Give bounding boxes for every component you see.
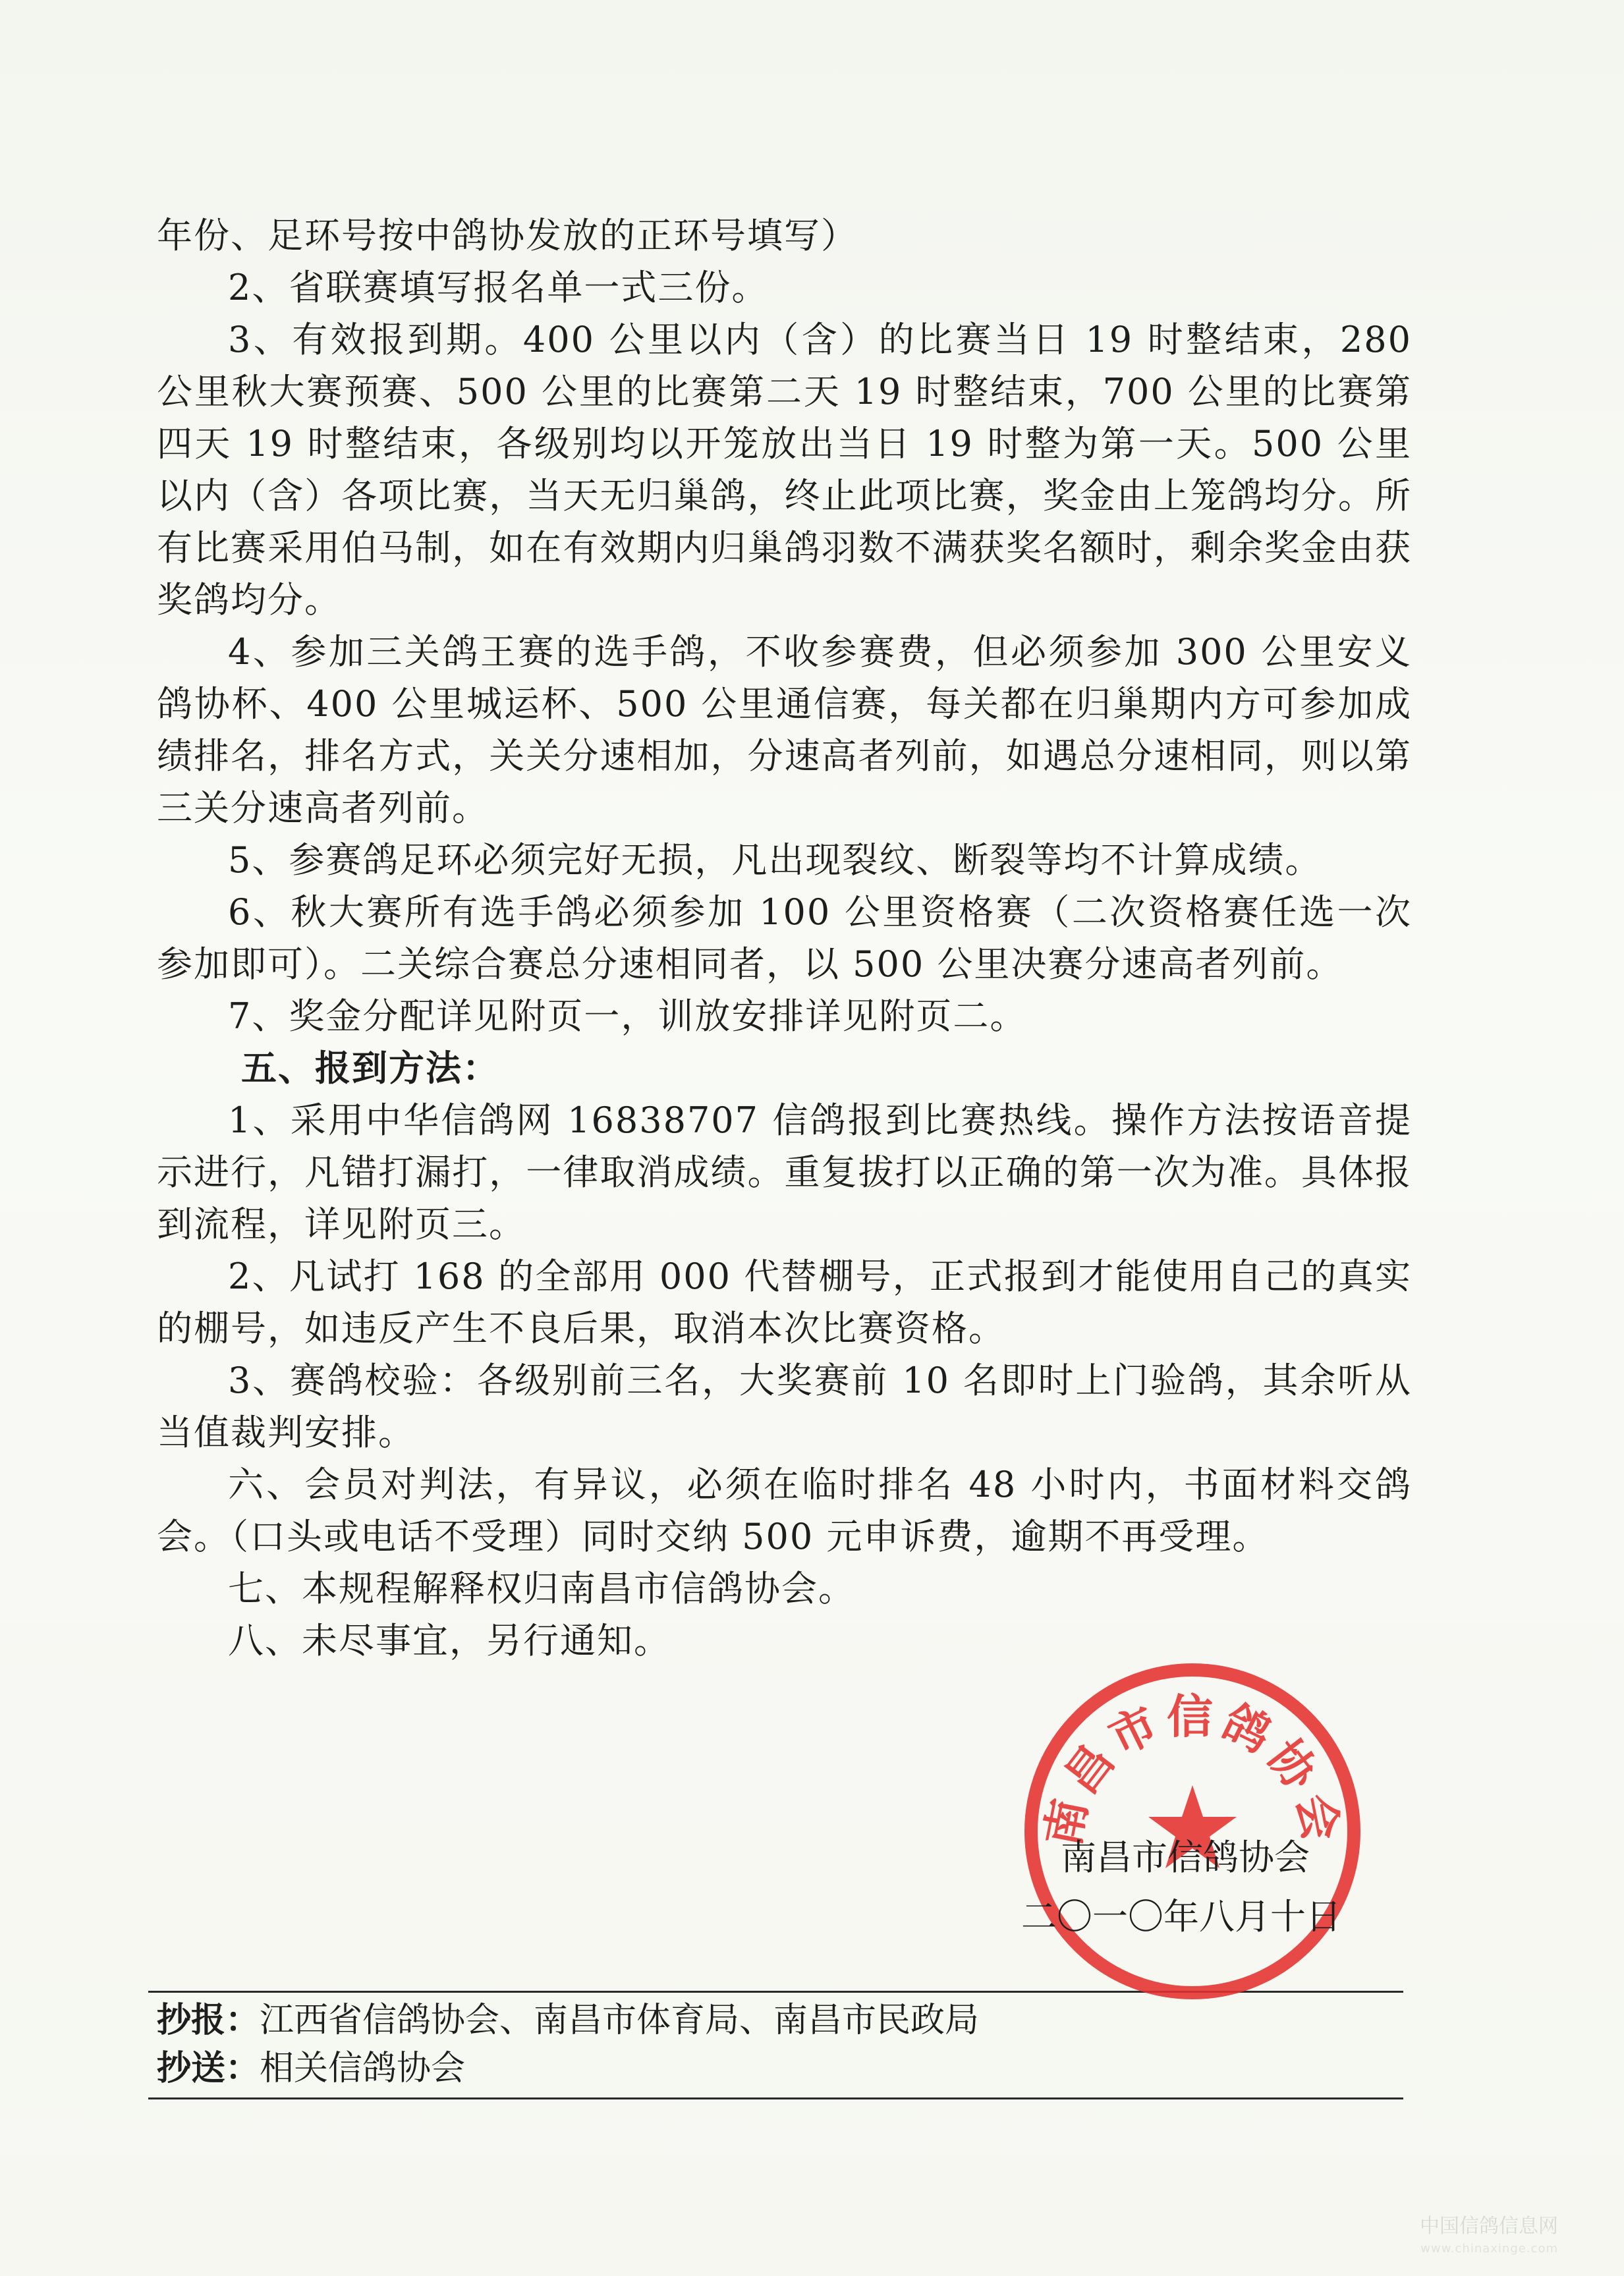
paragraph-rule-2: 2、省联赛填写报名单一式三份。 [228,267,769,308]
paragraph-section-7: 七、本规程解释权归南昌市信鸽协会。 [228,1568,855,1609]
document-body [157,209,1412,1667]
paragraph-rule-5: 5、参赛鸽足环必须完好无损，凡出现裂纹、断裂等均不计算成绩。 [228,839,1322,881]
paragraph-rule-6: 6、秋大赛所有选手鸽必须参加 100 公里资格赛（二次资格赛任选一次参加即可）。二关综合赛总分速相同者，以 500 公里决赛分速高者列前。 [157,891,1412,985]
site-watermark [1420,2217,1558,2259]
paragraph-continuation: 年份、足环号按中鸽协发放的正环号填写） [157,215,858,256]
svg-text:南昌市信鸽协会: 南昌市信鸽协会 [1034,1689,1351,1850]
paragraph-section-6: 六、会员对判法，有异议，必须在临时排名 48 小时内，书面材料交鸽会。（口头或电话不受理）同时交纳 500 元申诉费，逾期不再受理。 [157,1464,1412,1557]
paragraph-section-8: 八、未尽事宜，另行通知。 [228,1620,671,1661]
cc-report-line [157,1997,979,2043]
cc-send-line [157,2045,465,2092]
paragraph-rule-3: 3、有效报到期。400 公里以内（含）的比赛当日 19 时整结束，280 公里秋大赛预赛、500 公里的比赛第二天 19 时整结束，700 公里的比赛第四天 19 时整结束，各级别均以开笼放出当日 19 时整为第一天。500 公里以内（含）各项比赛，当天无归巢鸽，终止此项比赛，奖金由上笼鸽均分。所有比赛采用伯马制，如在有效期内归巢鸽羽数不满获奖名额时，剩余奖金由获奖鸽均分。 [157,319,1412,621]
cc-send-value: 相关信鸽协会 [260,2049,466,2088]
divider-bottom [148,2097,1403,2099]
paragraph-rule-7: 7、奖金分配详见附页一，训放安排详见附页二。 [228,995,1027,1037]
signature-block [1021,1828,1341,1947]
paragraph-report-3: 3、赛鸽校验：各级别前三名，大奖赛前 10 名即时上门验鸽，其余听从当值裁判安排。 [157,1360,1412,1453]
section-heading-report-method: 五、报到方法： [241,1047,499,1089]
paragraph-rule-4: 4、参加三关鸽王赛的选手鸽，不收参赛费，但必须参加 300 公里安义鸽协杯、400 公里城运杯、500 公里通信赛，每关都在归巢期内方可参加成绩排名，排名方式，关关分速相加，分速高者列前，如遇总分速相同，则以第三关分速高者列前。 [157,631,1412,829]
paragraph-report-1: 1、采用中华信鸽网 16838707 信鸽报到比赛热线。操作方法按语音提示进行，凡错打漏打，一律取消成绩。重复拔打以正确的第一次为准。具体报到流程，详见附页三。 [157,1099,1412,1245]
paragraph-report-2: 2、凡试打 168 的全部用 000 代替棚号，正式报到才能使用自己的真实的棚号，如违反产生不良后果，取消本次比赛资格。 [157,1256,1412,1349]
signature-date: 二〇一〇年八月十日 [1021,1896,1341,1937]
watermark-en: www.chinaxinge.com [1420,2242,1558,2256]
signature-org: 南昌市信鸽协会 [1061,1837,1310,1878]
watermark-cn: 中国信鸽信息网 [1420,2215,1558,2238]
cc-send-label: 抄送： [157,2048,260,2088]
cc-report-value: 江西省信鸽协会、南昌市体育局、南昌市民政局 [260,2001,980,2040]
cc-report-label: 抄报： [157,2000,260,2040]
